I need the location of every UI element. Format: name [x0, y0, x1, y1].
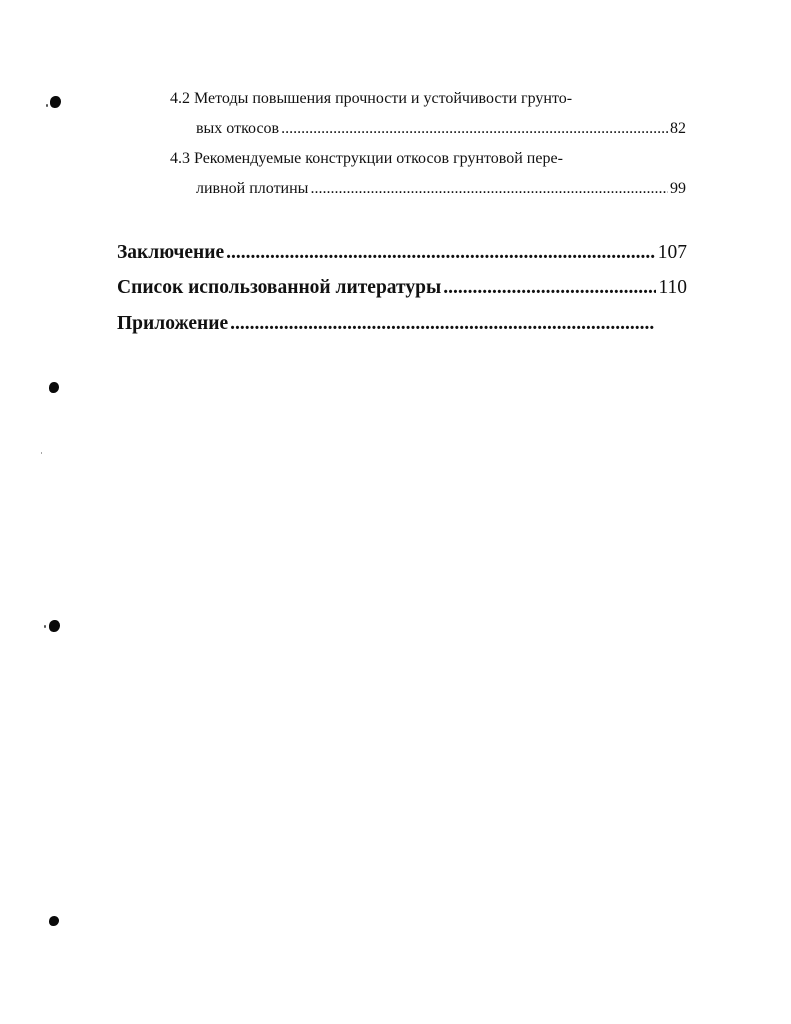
punch-hole-mark: [49, 620, 60, 632]
toc-page-number: 107: [657, 242, 687, 263]
dot-leader: [230, 312, 655, 336]
scan-speck: [46, 104, 48, 107]
toc-entry-4-2-title: 4.2 Методы повышения прочности и устойчивости грунто-: [170, 90, 573, 107]
scan-speck: [44, 625, 46, 628]
toc-entry-4-2-continuation: вых откосов: [196, 120, 280, 137]
toc-page-number: 82: [670, 120, 686, 137]
punch-hole-mark: [50, 96, 61, 108]
toc-entry-4-2: [196, 119, 686, 139]
punch-hole-mark: [49, 382, 59, 393]
toc-entry-4-3: [196, 179, 686, 199]
dot-leader: [281, 119, 668, 139]
scan-speck: [41, 452, 42, 454]
toc-entry-label: Заключение: [117, 242, 225, 263]
toc-page-number: 99: [670, 180, 686, 197]
toc-entry-label: Список использованной литературы: [117, 277, 442, 298]
toc-entry-4-3-title: 4.3 Рекомендуемые конструкции откосов грунтовой пере-: [170, 150, 563, 167]
toc-page-number: 110: [658, 277, 687, 298]
toc-entry-label: Приложение: [117, 313, 229, 334]
punch-hole-mark: [49, 916, 59, 926]
dot-leader: [310, 179, 668, 199]
toc-entry-references: [117, 276, 687, 300]
toc-entry-conclusion: [117, 241, 687, 265]
dot-leader: [226, 241, 656, 265]
toc-entry-appendix: [117, 312, 657, 336]
dot-leader: [443, 276, 656, 300]
toc-entry-4-3-continuation: ливной плотины: [196, 180, 309, 197]
